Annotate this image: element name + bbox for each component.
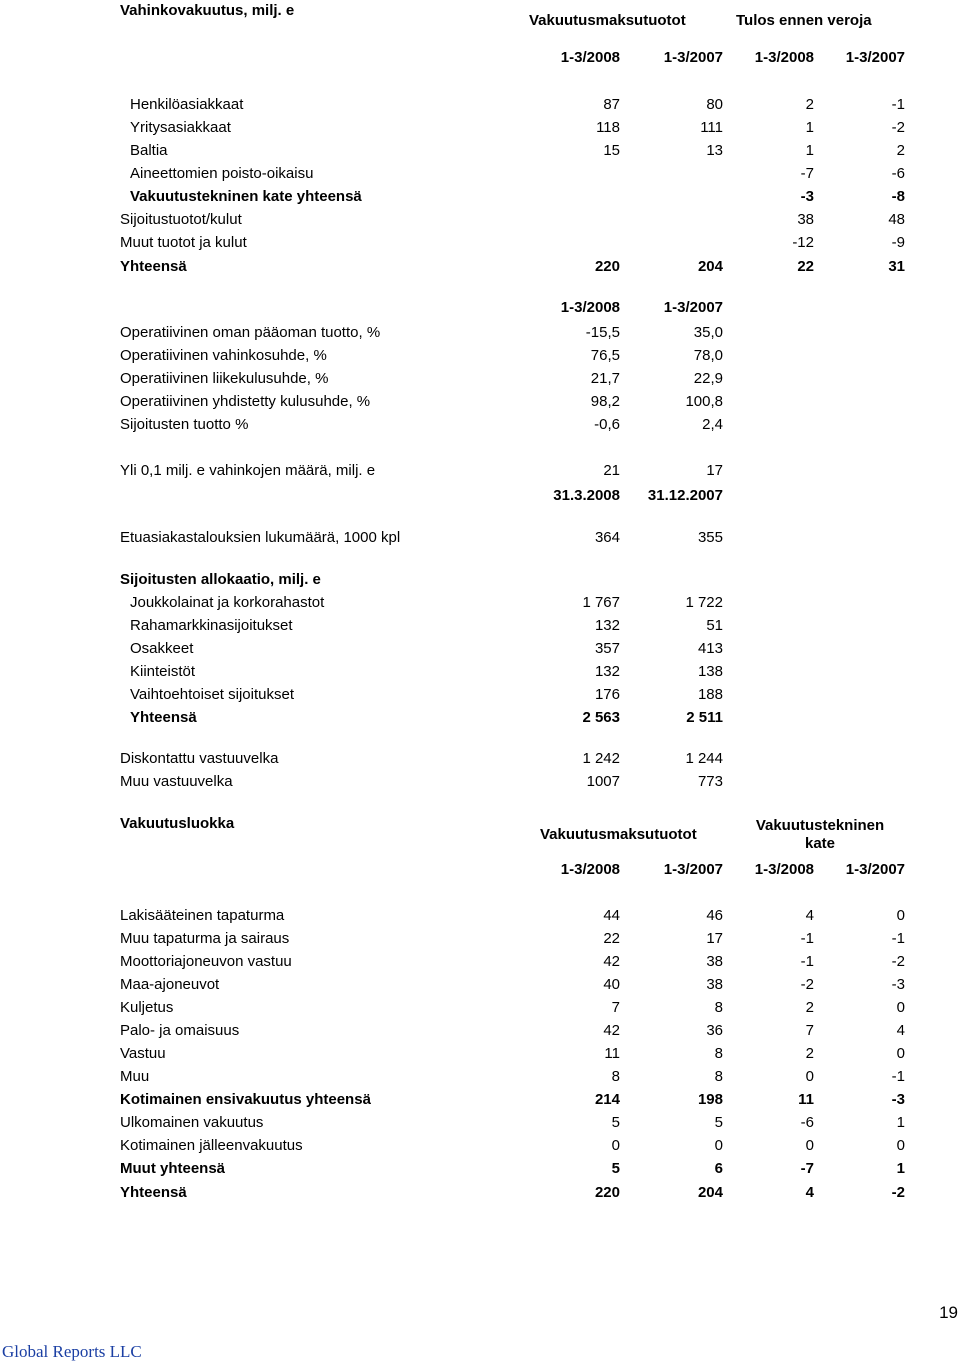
table-row: [0, 640, 960, 658]
row-value: 198: [697, 1091, 723, 1108]
table-row: [0, 663, 960, 681]
row-value: 38: [797, 211, 814, 228]
row-value: 2,4: [702, 416, 723, 433]
row-value: 1: [805, 142, 814, 159]
row-value: -8: [891, 188, 905, 205]
row-value: -3: [891, 976, 905, 993]
table-row: [0, 416, 960, 434]
row-value: 7: [805, 1022, 814, 1039]
row-value: 4: [805, 1184, 814, 1201]
row-value: 17: [706, 930, 723, 947]
row-value: 42: [603, 1022, 620, 1039]
row-value: 1 244: [685, 750, 723, 767]
row-value: -6: [891, 165, 905, 182]
row-label: Aineettomien poisto-oikaisu: [130, 165, 314, 182]
row-label: Baltia: [130, 142, 168, 159]
row-value: 1007: [586, 773, 620, 790]
period-header: 1-3/2008: [560, 299, 620, 316]
row-label: Henkilöasiakkaat: [130, 96, 244, 113]
row-value: 44: [603, 907, 620, 924]
row-value: 5: [714, 1114, 723, 1131]
row-value: 36: [706, 1022, 723, 1039]
section3-title: Sijoitusten allokaatio, milj. e: [120, 571, 321, 588]
row-value: 111: [700, 119, 723, 136]
row-value: 2 511: [686, 709, 723, 726]
row-value: 1 767: [582, 594, 620, 611]
row-value: 31: [888, 258, 905, 275]
row-value: 35,0: [693, 324, 723, 341]
row-value: 1: [805, 119, 814, 136]
row-value: 0: [896, 907, 905, 924]
row-value: 21,7: [590, 370, 620, 387]
table-row: [0, 930, 960, 948]
table-row: [0, 1137, 960, 1155]
row-label: Joukkolainat ja korkorahastot: [130, 594, 325, 611]
row-value: -9: [891, 234, 905, 251]
period-header: 1-3/2008: [754, 49, 814, 66]
table-row: [0, 773, 960, 791]
table-row: [0, 96, 960, 114]
row-value: -6: [800, 1114, 814, 1131]
table-row-total: [0, 1184, 960, 1202]
row-label: Kuljetus: [120, 999, 174, 1016]
row-value: 5: [611, 1114, 620, 1131]
row-value: 220: [594, 258, 620, 275]
row-label: Palo- ja omaisuus: [120, 1022, 240, 1039]
row-value: 188: [697, 686, 723, 703]
row-value: 773: [697, 773, 723, 790]
row-value: 11: [604, 1045, 620, 1062]
row-value: 6: [714, 1160, 723, 1177]
row-value: -3: [800, 188, 814, 205]
table-row: [0, 347, 960, 365]
section4-group-header-premiums: Vakuutusmaksutuotot: [540, 826, 697, 843]
row-label: Operatiivinen yhdistetty kulusuhde, %: [120, 393, 371, 410]
section4-title: Vakuutusluokka: [120, 815, 235, 832]
table-row: [0, 686, 960, 704]
row-label: Sijoitustuotot/kulut: [120, 211, 242, 228]
table-row: [0, 1045, 960, 1063]
row-value: 132: [594, 617, 620, 634]
row-value: 8: [714, 1045, 723, 1062]
date-label: 31.3.2008: [553, 487, 620, 504]
row-value: -12: [792, 234, 814, 251]
period-header: 1-3/2007: [663, 861, 723, 878]
row-value: 48: [888, 211, 905, 228]
table-row: [0, 617, 960, 635]
row-value: 17: [706, 462, 723, 479]
date-label: 31.12.2007: [647, 487, 723, 504]
row-value: 38: [706, 976, 723, 993]
table-row: [0, 1022, 960, 1040]
period-header: 1-3/2007: [663, 299, 723, 316]
row-value: 13: [706, 142, 723, 159]
section1-group-header-result: Tulos ennen veroja: [736, 12, 872, 29]
row-value: -2: [891, 119, 905, 136]
row-value: -7: [800, 1160, 814, 1177]
row-label: Yli 0,1 milj. e vahinkojen määrä, milj. e: [120, 462, 376, 479]
row-value: -3: [891, 1091, 905, 1108]
row-label: Muu: [120, 1068, 150, 1085]
row-value: -1: [891, 96, 905, 113]
row-label: Ulkomainen vakuutus: [120, 1114, 264, 1131]
table-row-total: [0, 258, 960, 276]
row-value: 132: [594, 663, 620, 680]
table-row-total: [0, 709, 960, 727]
section4-period-header: [0, 861, 960, 879]
row-value: 76,5: [590, 347, 620, 364]
row-value: 220: [594, 1184, 620, 1201]
row-value: 80: [706, 96, 723, 113]
row-label: Yhteensä: [130, 709, 197, 726]
row-label: Vaihtoehtoiset sijoitukset: [130, 686, 294, 703]
table-row: [0, 594, 960, 612]
row-label: Yhteensä: [120, 258, 187, 275]
row-value: 22,9: [693, 370, 723, 387]
table-row: [0, 119, 960, 137]
row-value: -1: [800, 930, 814, 947]
table-row: [0, 324, 960, 342]
row-value: 1: [896, 1160, 905, 1177]
table-row: [0, 907, 960, 925]
households-row: [0, 529, 960, 547]
row-value: -1: [800, 953, 814, 970]
row-value: 0: [896, 1045, 905, 1062]
row-label: Maa-ajoneuvot: [120, 976, 220, 993]
row-label: Osakkeet: [130, 640, 194, 657]
table-row: [0, 165, 960, 183]
row-value: 364: [594, 529, 620, 546]
row-value: -2: [800, 976, 814, 993]
row-value: 87: [603, 96, 620, 113]
row-value: 214: [594, 1091, 620, 1108]
row-value: 355: [697, 529, 723, 546]
row-value: 0: [611, 1137, 620, 1154]
row-label: Etuasiakastalouksien lukumäärä, 1000 kpl: [120, 529, 401, 546]
table-row-subtotal: [0, 1160, 960, 1178]
section1-title: Vahinkovakuutus, milj. e: [120, 2, 295, 19]
row-label: Yhteensä: [120, 1184, 187, 1201]
table-row: [0, 393, 960, 411]
table-row-subtotal: [0, 1091, 960, 1109]
table-row: [0, 142, 960, 160]
row-value: 1: [896, 1114, 905, 1131]
row-value: -2: [891, 1184, 905, 1201]
row-label: Lakisääteinen tapaturma: [120, 907, 285, 924]
claims-count-row: [0, 462, 960, 480]
row-label: Operatiivinen oman pääoman tuotto, %: [120, 324, 381, 341]
row-value: -7: [800, 165, 814, 182]
row-value: 98,2: [590, 393, 620, 410]
row-value: 0: [805, 1137, 814, 1154]
row-value: 22: [797, 258, 814, 275]
row-label: Muu tapaturma ja sairaus: [120, 930, 290, 947]
row-value: 0: [714, 1137, 723, 1154]
row-value: -15,5: [585, 324, 620, 341]
row-label: Vakuutustekninen kate yhteensä: [130, 188, 362, 205]
row-value: 0: [896, 1137, 905, 1154]
date-header: [0, 487, 960, 505]
table-row-subtotal: [0, 188, 960, 206]
section1-group-header-premiums: Vakuutusmaksutuotot: [529, 12, 686, 29]
section4-group-header-technical-result: [740, 817, 900, 853]
row-value: 100,8: [685, 393, 723, 410]
row-value: 7: [611, 999, 620, 1016]
row-value: 8: [714, 1068, 723, 1085]
row-value: 2: [805, 96, 814, 113]
row-label: Kotimainen ensivakuutus yhteensä: [120, 1091, 371, 1108]
row-value: 42: [603, 953, 620, 970]
row-value: 2 563: [582, 709, 620, 726]
row-value: 118: [596, 119, 620, 136]
row-value: 0: [805, 1068, 814, 1085]
row-label: Rahamarkkinasijoitukset: [130, 617, 293, 634]
table-row: [0, 370, 960, 388]
row-label: Operatiivinen vahinkosuhde, %: [120, 347, 327, 364]
row-value: 204: [697, 258, 723, 275]
row-value: 2: [805, 1045, 814, 1062]
row-label: Diskontattu vastuuvelka: [120, 750, 279, 767]
period-header: 1-3/2007: [845, 49, 905, 66]
page-number: 19: [939, 1303, 958, 1322]
table-row: [0, 953, 960, 971]
row-label: Kiinteistöt: [130, 663, 196, 680]
row-value: 2: [805, 999, 814, 1016]
row-value: -0,6: [594, 416, 620, 433]
row-value: 176: [594, 686, 620, 703]
period-header: 1-3/2008: [754, 861, 814, 878]
section1-period-header: [0, 49, 960, 67]
row-value: 0: [896, 999, 905, 1016]
row-label: Moottoriajoneuvon vastuu: [120, 953, 292, 970]
row-value: 22: [603, 930, 620, 947]
row-label: Operatiivinen liikekulusuhde, %: [120, 370, 329, 387]
header-line: kate: [804, 835, 836, 852]
row-value: 8: [611, 1068, 620, 1085]
period-header: 1-3/2007: [845, 861, 905, 878]
row-label: Muu vastuuvelka: [120, 773, 233, 790]
row-value: 1 242: [582, 750, 620, 767]
row-label: Muut yhteensä: [120, 1160, 226, 1177]
section2-period-header: [0, 299, 960, 317]
row-value: -1: [891, 1068, 905, 1085]
period-header: 1-3/2008: [560, 861, 620, 878]
row-value: 46: [706, 907, 723, 924]
row-value: 38: [706, 953, 723, 970]
row-label: Vastuu: [120, 1045, 166, 1062]
publisher-watermark: Global Reports LLC: [2, 1342, 142, 1361]
table-row: [0, 234, 960, 252]
row-value: 51: [706, 617, 723, 634]
row-value: 138: [697, 663, 723, 680]
row-label: Kotimainen jälleenvakuutus: [120, 1137, 303, 1154]
row-value: 4: [805, 907, 814, 924]
row-label: Yritysasiakkaat: [130, 119, 231, 136]
period-header: 1-3/2007: [663, 49, 723, 66]
period-header: 1-3/2008: [560, 49, 620, 66]
table-row: [0, 1114, 960, 1132]
row-value: 40: [603, 976, 620, 993]
row-value: 357: [594, 640, 620, 657]
table-row: [0, 750, 960, 768]
table-row: [0, 999, 960, 1017]
row-value: 4: [896, 1022, 905, 1039]
row-value: 21: [603, 462, 620, 479]
header-line: Vakuutustekninen: [755, 817, 885, 834]
row-value: 413: [697, 640, 723, 657]
row-value: 5: [611, 1160, 620, 1177]
row-value: 2: [896, 142, 905, 159]
row-value: -2: [891, 953, 905, 970]
row-label: Muut tuotot ja kulut: [120, 234, 247, 251]
row-value: 8: [714, 999, 723, 1016]
row-value: 11: [798, 1091, 814, 1108]
table-row: [0, 211, 960, 229]
row-value: 15: [603, 142, 620, 159]
row-label: Sijoitusten tuotto %: [120, 416, 249, 433]
table-row: [0, 976, 960, 994]
row-value: -1: [891, 930, 905, 947]
row-value: 78,0: [693, 347, 723, 364]
row-value: 204: [697, 1184, 723, 1201]
row-value: 1 722: [685, 594, 723, 611]
table-row: [0, 1068, 960, 1086]
